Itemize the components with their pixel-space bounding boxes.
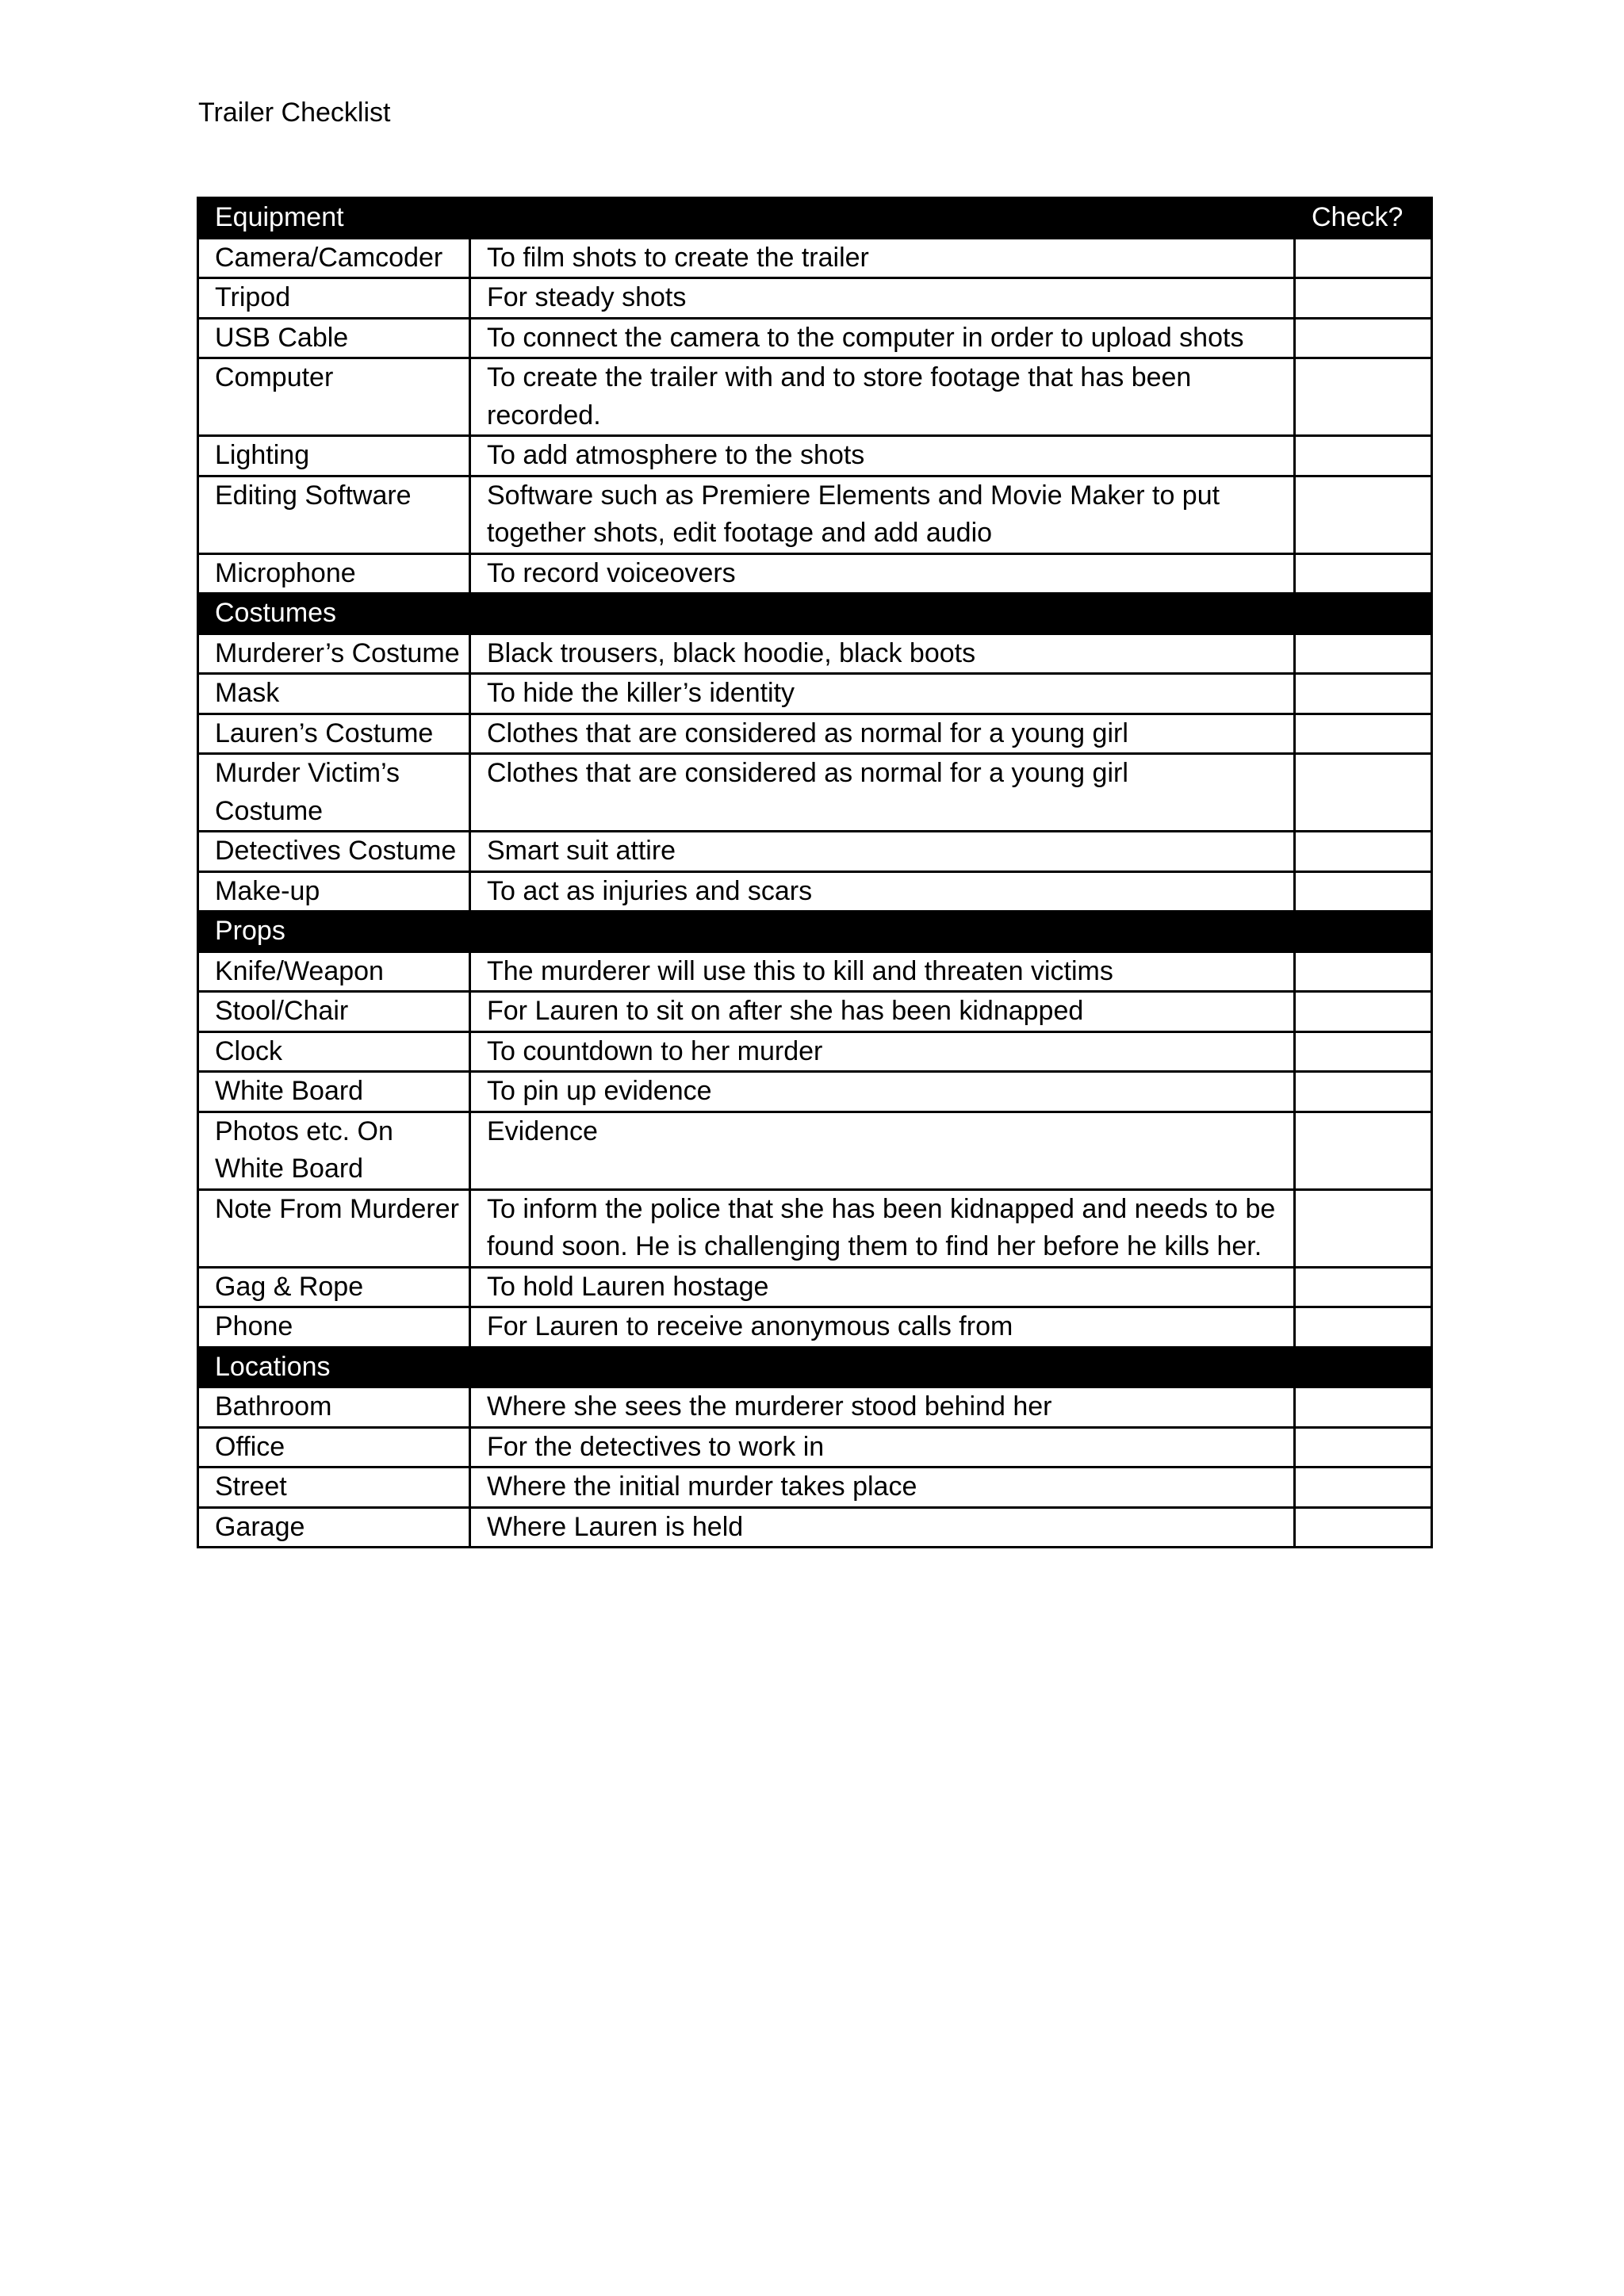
purpose-cell: Black trousers, black hoodie, black boots xyxy=(470,633,1295,674)
checklist-row xyxy=(198,633,1432,674)
purpose-cell: Evidence xyxy=(470,1112,1295,1189)
section-header-blank xyxy=(470,1347,1295,1387)
checklist-row xyxy=(198,553,1432,594)
checklist-row xyxy=(198,714,1432,754)
checklist-row xyxy=(198,318,1432,358)
item-cell: Garage xyxy=(198,1507,470,1548)
purpose-cell: To inform the police that she has been kidnapped and needs to be found soon. He is challenging them to find her before he kills her. xyxy=(470,1189,1295,1267)
section-title: Costumes xyxy=(198,594,470,634)
item-cell: Stool/Chair xyxy=(198,992,470,1032)
checklist-row xyxy=(198,1307,1432,1348)
check-box-cell[interactable] xyxy=(1295,992,1432,1032)
check-box-cell[interactable] xyxy=(1295,1031,1432,1072)
checklist-row xyxy=(198,358,1432,436)
check-box-cell[interactable] xyxy=(1295,1307,1432,1348)
checklist-row xyxy=(198,238,1432,278)
check-box-cell[interactable] xyxy=(1295,1387,1432,1428)
purpose-cell: The murderer will use this to kill and threaten victims xyxy=(470,951,1295,992)
check-box-cell[interactable] xyxy=(1295,553,1432,594)
checklist-row xyxy=(198,278,1432,319)
checklist-row xyxy=(198,476,1432,553)
item-cell: Mask xyxy=(198,674,470,714)
purpose-cell: For the detectives to work in xyxy=(470,1427,1295,1468)
checklist-row xyxy=(198,1427,1432,1468)
section-header-blank xyxy=(1295,912,1432,952)
item-cell: Office xyxy=(198,1427,470,1468)
section-header-blank xyxy=(1295,1347,1432,1387)
purpose-cell: To connect the camera to the computer in order to upload shots xyxy=(470,318,1295,358)
checklist-row xyxy=(198,1468,1432,1508)
purpose-cell: For Lauren to receive anonymous calls from xyxy=(470,1307,1295,1348)
section-title: Equipment xyxy=(198,198,470,239)
section-header-blank xyxy=(1295,594,1432,634)
item-cell: Gag & Rope xyxy=(198,1267,470,1307)
checklist-body xyxy=(198,198,1432,1548)
check-box-cell[interactable] xyxy=(1295,714,1432,754)
checklist-row xyxy=(198,1267,1432,1307)
checklist-row xyxy=(198,436,1432,476)
item-cell: Computer xyxy=(198,358,470,436)
item-cell: Lauren’s Costume xyxy=(198,714,470,754)
item-cell: Tripod xyxy=(198,278,470,319)
purpose-cell: Smart suit attire xyxy=(470,832,1295,872)
check-box-cell[interactable] xyxy=(1295,1112,1432,1189)
check-box-cell[interactable] xyxy=(1295,951,1432,992)
purpose-cell: Where Lauren is held xyxy=(470,1507,1295,1548)
checklist-row xyxy=(198,992,1432,1032)
page-title: Trailer Checklist xyxy=(198,98,391,128)
section-header-row xyxy=(198,198,1432,239)
item-cell: Clock xyxy=(198,1031,470,1072)
check-box-cell[interactable] xyxy=(1295,832,1432,872)
purpose-cell: Software such as Premiere Elements and Movie Maker to put together shots, edit footage and add audio xyxy=(470,476,1295,553)
checklist-row xyxy=(198,754,1432,832)
check-box-cell[interactable] xyxy=(1295,318,1432,358)
item-cell: Lighting xyxy=(198,436,470,476)
item-cell: Note From Murderer xyxy=(198,1189,470,1267)
check-box-cell[interactable] xyxy=(1295,1267,1432,1307)
checklist-row xyxy=(198,951,1432,992)
section-title: Props xyxy=(198,912,470,952)
item-cell: Detectives Costume xyxy=(198,832,470,872)
item-cell: Make-up xyxy=(198,871,470,912)
item-cell: Microphone xyxy=(198,553,470,594)
check-column-header: Check? xyxy=(1295,198,1432,239)
check-box-cell[interactable] xyxy=(1295,633,1432,674)
purpose-cell: Where she sees the murderer stood behind her xyxy=(470,1387,1295,1428)
purpose-cell: To create the trailer with and to store footage that has been recorded. xyxy=(470,358,1295,436)
checklist-row xyxy=(198,1072,1432,1112)
check-box-cell[interactable] xyxy=(1295,436,1432,476)
section-title: Locations xyxy=(198,1347,470,1387)
check-box-cell[interactable] xyxy=(1295,1468,1432,1508)
item-cell: Camera/Camcoder xyxy=(198,238,470,278)
purpose-cell: Clothes that are considered as normal for a young girl xyxy=(470,714,1295,754)
check-box-cell[interactable] xyxy=(1295,278,1432,319)
section-header-row xyxy=(198,912,1432,952)
purpose-cell: For steady shots xyxy=(470,278,1295,319)
checklist-row xyxy=(198,871,1432,912)
check-box-cell[interactable] xyxy=(1295,754,1432,832)
check-box-cell[interactable] xyxy=(1295,1072,1432,1112)
check-box-cell[interactable] xyxy=(1295,476,1432,553)
check-box-cell[interactable] xyxy=(1295,871,1432,912)
section-header-blank xyxy=(470,594,1295,634)
item-cell: Phone xyxy=(198,1307,470,1348)
purpose-cell: Where the initial murder takes place xyxy=(470,1468,1295,1508)
check-box-cell[interactable] xyxy=(1295,358,1432,436)
check-box-cell[interactable] xyxy=(1295,1189,1432,1267)
item-cell: Photos etc. On White Board xyxy=(198,1112,470,1189)
item-cell: Murder Victim’s Costume xyxy=(198,754,470,832)
purpose-cell: To pin up evidence xyxy=(470,1072,1295,1112)
checklist-row xyxy=(198,1112,1432,1189)
item-cell: Murderer’s Costume xyxy=(198,633,470,674)
item-cell: White Board xyxy=(198,1072,470,1112)
checklist-row xyxy=(198,1507,1432,1548)
purpose-cell: For Lauren to sit on after she has been kidnapped xyxy=(470,992,1295,1032)
section-header-blank xyxy=(470,912,1295,952)
purpose-cell: Clothes that are considered as normal for a young girl xyxy=(470,754,1295,832)
item-cell: USB Cable xyxy=(198,318,470,358)
purpose-cell: To countdown to her murder xyxy=(470,1031,1295,1072)
check-box-cell[interactable] xyxy=(1295,1507,1432,1548)
check-box-cell[interactable] xyxy=(1295,1427,1432,1468)
checklist-table xyxy=(197,197,1433,1548)
section-header-row xyxy=(198,1347,1432,1387)
section-header-blank xyxy=(470,198,1295,239)
item-cell: Bathroom xyxy=(198,1387,470,1428)
item-cell: Editing Software xyxy=(198,476,470,553)
purpose-cell: To film shots to create the trailer xyxy=(470,238,1295,278)
purpose-cell: To record voiceovers xyxy=(470,553,1295,594)
section-header-row xyxy=(198,594,1432,634)
purpose-cell: To hold Lauren hostage xyxy=(470,1267,1295,1307)
checklist-row xyxy=(198,674,1432,714)
check-box-cell[interactable] xyxy=(1295,238,1432,278)
purpose-cell: To act as injuries and scars xyxy=(470,871,1295,912)
checklist-row xyxy=(198,1031,1432,1072)
purpose-cell: To add atmosphere to the shots xyxy=(470,436,1295,476)
checklist-row xyxy=(198,832,1432,872)
item-cell: Knife/Weapon xyxy=(198,951,470,992)
checklist-row xyxy=(198,1189,1432,1267)
purpose-cell: To hide the killer’s identity xyxy=(470,674,1295,714)
checklist-row xyxy=(198,1387,1432,1428)
item-cell: Street xyxy=(198,1468,470,1508)
check-box-cell[interactable] xyxy=(1295,674,1432,714)
